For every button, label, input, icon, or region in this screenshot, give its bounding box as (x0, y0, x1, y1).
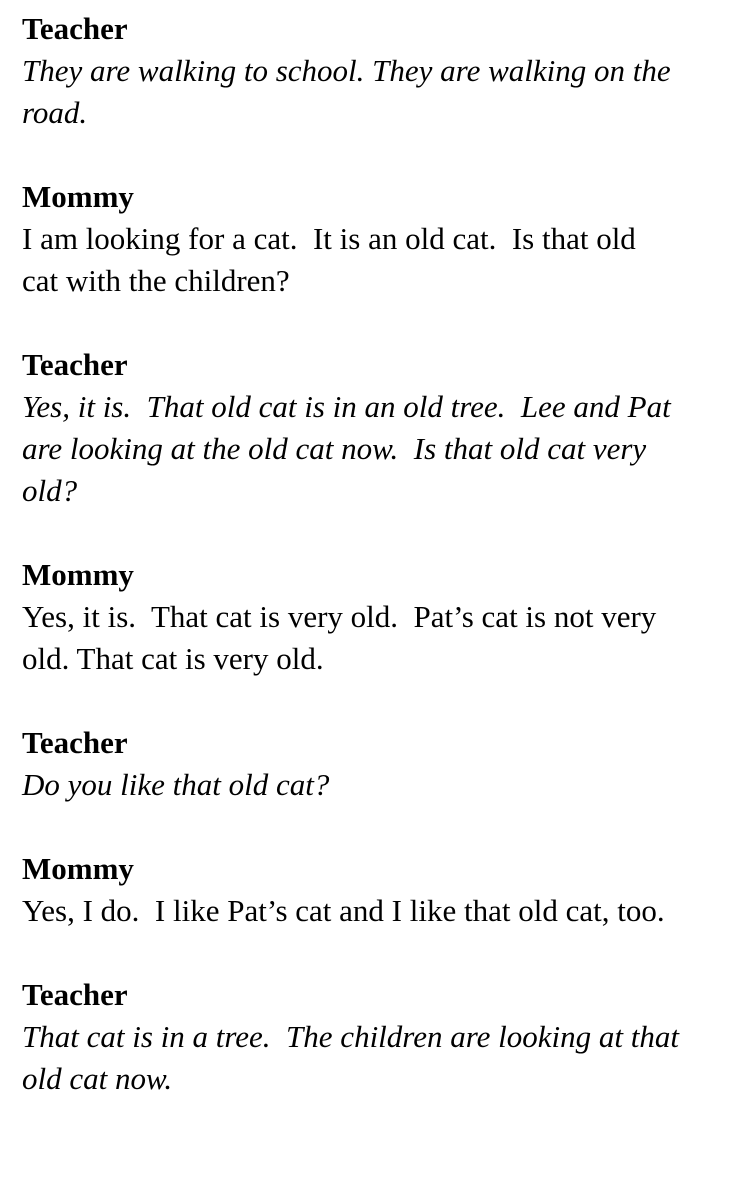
turn-spacer (22, 932, 742, 974)
dialogue-turn-mommy (22, 176, 742, 302)
dialogue-line: Do you like that old cat? (22, 767, 330, 802)
dialogue-line: I am looking for a cat. It is an old cat. Is that old (22, 221, 636, 256)
speaker-name: Teacher (22, 11, 128, 46)
dialogue-line: old. That cat is very old. (22, 641, 324, 676)
speaker-name: Mommy (22, 179, 134, 214)
speaker-name: Teacher (22, 347, 128, 382)
dialogue-turn-mommy (22, 848, 742, 932)
dialogue-line: They are walking to school. They are walking on the (22, 53, 671, 88)
dialogue-line: cat with the children? (22, 263, 290, 298)
dialogue-line: are looking at the old cat now. Is that old cat very (22, 431, 647, 466)
turn-spacer (22, 806, 742, 848)
dialogue-line: old? (22, 473, 78, 508)
dialogue-line: Yes, it is. That old cat is in an old tree. Lee and Pat (22, 389, 671, 424)
dialogue-turn-teacher (22, 974, 742, 1100)
dialogue-page (22, 8, 742, 1100)
dialogue-line: road. (22, 95, 88, 130)
dialogue-turn-teacher (22, 344, 742, 512)
dialogue-line: Yes, I do. I like Pat’s cat and I like that old cat, too. (22, 893, 665, 928)
speaker-name: Teacher (22, 977, 128, 1012)
dialogue-line: Yes, it is. That cat is very old. Pat’s cat is not very (22, 599, 657, 634)
dialogue-line: old cat now. (22, 1061, 173, 1096)
turn-spacer (22, 512, 742, 554)
turn-spacer (22, 302, 742, 344)
dialogue-turn-teacher (22, 8, 742, 134)
dialogue-line: That cat is in a tree. The children are looking at that (22, 1019, 679, 1054)
speaker-name: Mommy (22, 851, 134, 886)
speaker-name: Mommy (22, 557, 134, 592)
dialogue-turn-mommy (22, 554, 742, 680)
turn-spacer (22, 134, 742, 176)
turn-spacer (22, 680, 742, 722)
dialogue-turn-teacher (22, 722, 742, 806)
speaker-name: Teacher (22, 725, 128, 760)
